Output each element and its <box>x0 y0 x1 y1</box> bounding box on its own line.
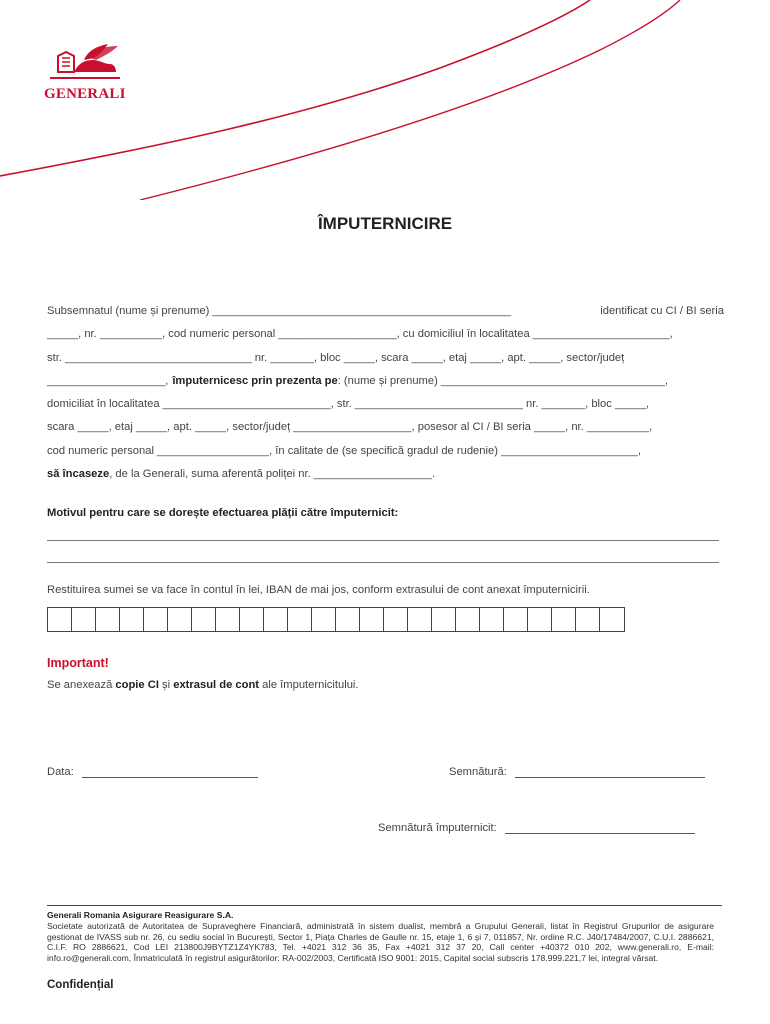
iban-cell[interactable] <box>528 608 552 631</box>
confidential-label: Confidențial <box>47 979 114 991</box>
iban-cell[interactable] <box>216 608 240 631</box>
iban-cell[interactable] <box>360 608 384 631</box>
page-title: ÎMPUTERNICIRE <box>317 214 453 233</box>
iban-cell[interactable] <box>168 608 192 631</box>
paragraph-row: str. ______________________________ nr. _______, bloc _____, scara _____, etaj _____, apt. _____, sector/județ <box>47 351 625 364</box>
empowerment-clause: împuternicesc prin prezenta pe <box>172 374 338 387</box>
iban-cell[interactable] <box>432 608 456 631</box>
refund-statement: Restituirea sumei se va face în contul în lei, IBAN de mai jos, conform extrasului de cont anexat împuternicirii. <box>47 584 590 596</box>
iban-cell[interactable] <box>192 608 216 631</box>
date-field <box>47 765 258 778</box>
iban-cell[interactable] <box>264 608 288 631</box>
iban-cell[interactable] <box>240 608 264 631</box>
signature-field <box>449 765 705 778</box>
declaration-paragraph <box>47 300 724 486</box>
reason-line-1[interactable] <box>47 540 719 541</box>
iban-cell[interactable] <box>48 608 72 631</box>
iban-cell[interactable] <box>120 608 144 631</box>
important-heading: Important! <box>47 656 109 670</box>
iban-cell[interactable] <box>312 608 336 631</box>
signature-label: Semnătură: <box>449 766 507 778</box>
iban-cell[interactable] <box>72 608 96 631</box>
brand-name: GENERALI <box>44 86 126 102</box>
iban-cell[interactable] <box>384 608 408 631</box>
footer-legal <box>47 910 714 964</box>
paragraph-row: scara _____, etaj _____, apt. _____, sector/județ ___________________, posesor al CI / BI seria _____, nr. __________, <box>47 421 653 434</box>
attachments-note: Se anexează copie CI și extrasul de cont ale împuternicitului. <box>47 679 359 691</box>
iban-cell[interactable] <box>552 608 576 631</box>
paragraph-row: _____, nr. __________, cod numeric personal ___________________, cu domiciliul în localitatea ______________________, <box>47 328 673 341</box>
footer-divider <box>47 905 722 906</box>
signature-line[interactable] <box>515 765 705 778</box>
date-label: Data: <box>47 766 74 778</box>
footer-company: Generali Romania Asigurare Reasigurare S.A. <box>47 910 234 920</box>
paragraph-row: ___________________, împuternicesc prin prezenta pe : (nume și prenume) ____________________________________, <box>47 370 724 393</box>
paragraph-row: cod numeric personal __________________, în calitate de (se specifică gradul de rudenie) ______________________, <box>47 444 642 457</box>
date-line[interactable] <box>82 765 258 778</box>
collect-clause: să încaseze <box>47 468 110 481</box>
reason-line-2[interactable] <box>47 562 719 563</box>
iban-cell[interactable] <box>480 608 504 631</box>
paragraph-row: Subsemnatul (nume și prenume) ________________________________________________ identificat cu CI / BI seria <box>47 305 724 317</box>
agent-signature-field <box>378 821 695 834</box>
reason-label: Motivul pentru care se dorește efectuarea plății către împuternicit: <box>47 507 399 519</box>
iban-cell[interactable] <box>408 608 432 631</box>
generali-lion-logo <box>44 42 126 86</box>
iban-cell[interactable] <box>144 608 168 631</box>
agent-signature-line[interactable] <box>505 821 695 834</box>
footer-text: Societate autorizată de Autoritatea de Supraveghere Financiară, administrată în sistem dualist, membră a Grupului Generali, listat în Registrul Grupurilor de asigurare gestionat de IVASS sub nr. 26, cu sediu social în București, Sector 1, Piața Charles de Gaulle nr. 15, etaje 1, 6 și 7, 011857, Nr. ordine R.C. J40/17484/2007, C.U.I. 2886621, C.I.F. RO 2886621, Cod LEI 213800J9BYTZ1Z4YK783, Tel. +4021 312 36 35, Fax +4021 312 37 20, Call center +40372 010 202, www.generali.ro, E-mail: info.ro@generali.com, Înmatriculată în registrul asigurătorilor: RA-002/2003, Certificată ISO 9001: 2015, Capital social subscris 178.999.221,7 lei, integral vărsat. <box>47 920 714 964</box>
paragraph-row: să încaseze , de la Generali, suma aferentă poliței nr. ___________________. <box>47 463 724 486</box>
iban-cell[interactable] <box>288 608 312 631</box>
iban-cell[interactable] <box>336 608 360 631</box>
iban-cell[interactable] <box>576 608 600 631</box>
iban-cell[interactable] <box>504 608 528 631</box>
iban-boxes[interactable] <box>47 607 625 632</box>
agent-signature-label: Semnătură împuternicit: <box>378 822 497 834</box>
iban-cell[interactable] <box>600 608 624 631</box>
iban-cell[interactable] <box>96 608 120 631</box>
paragraph-row: domiciliat în localitatea ___________________________, str. ___________________________ nr. _______, bloc _____, <box>47 398 650 411</box>
iban-cell[interactable] <box>456 608 480 631</box>
